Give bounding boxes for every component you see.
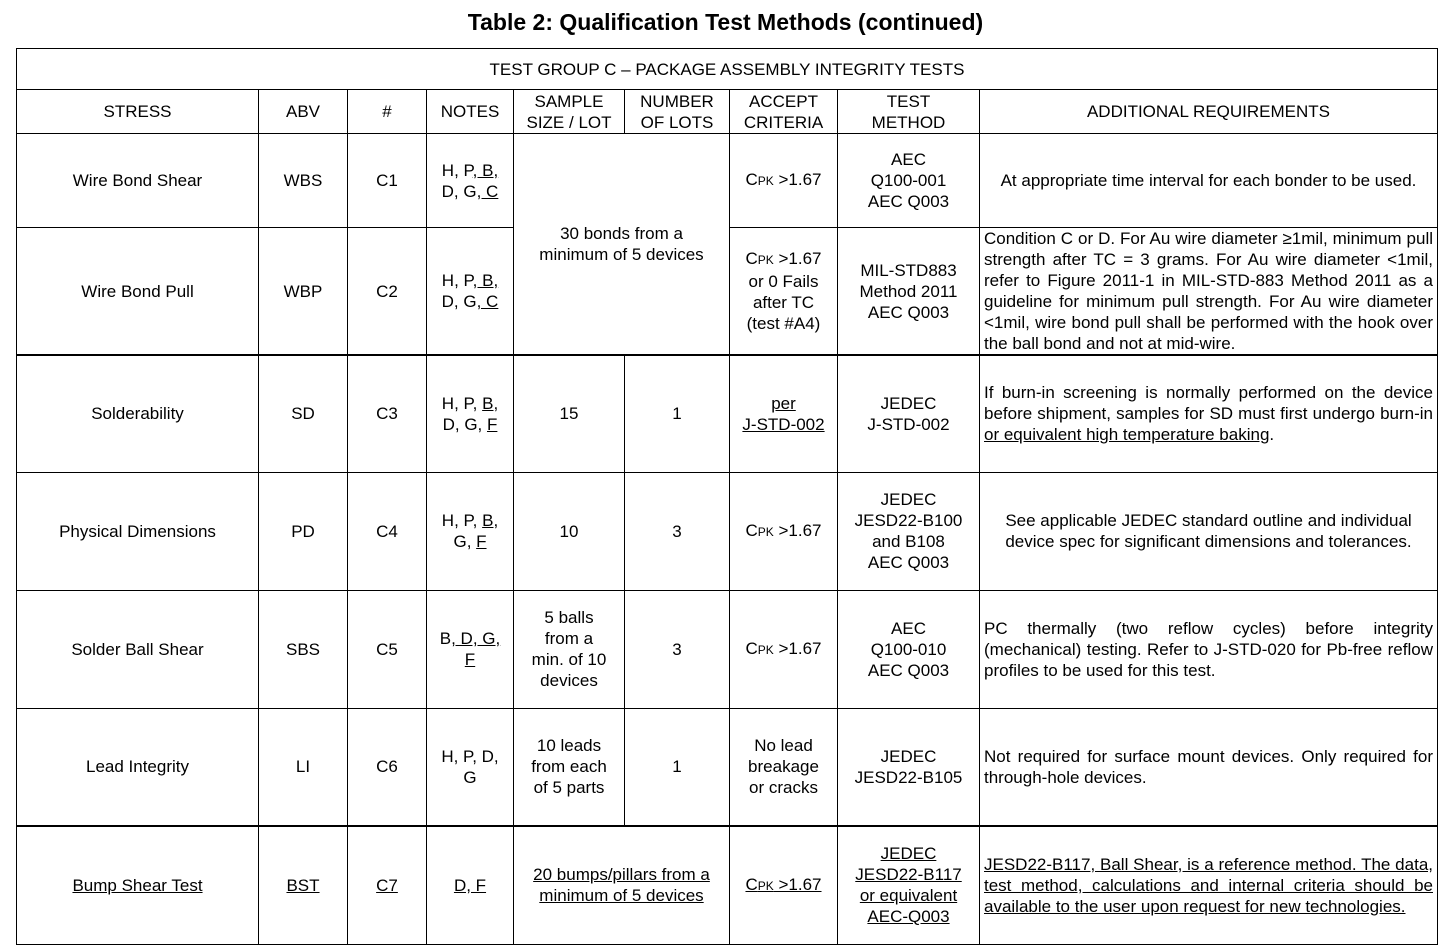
- table-caption: Table 2: Qualification Test Methods (continued): [467, 9, 984, 35]
- notes: H, P, B, D, G, F: [427, 355, 514, 472]
- additional-requirements: At appropriate time interval for each bonder to be used.: [980, 134, 1438, 228]
- notes: H, P, B, D, G, C: [427, 134, 514, 228]
- sample-size: 10 leads from each of 5 parts: [514, 708, 625, 826]
- additional-requirements: PC thermally (two reflow cycles) before integrity (mechanical) testing. Refer to J-STD-020 for Pb-free reflow profiles to be used for this test.: [980, 590, 1438, 708]
- test-method: JEDEC JESD22-B105: [838, 708, 980, 826]
- test-method: JEDEC JESD22-B100 and B108 AEC Q003: [838, 472, 980, 590]
- test-method: AEC Q100-001 AEC Q003: [838, 134, 980, 228]
- abbreviation: LI: [259, 708, 348, 826]
- test-number: C1: [348, 134, 427, 228]
- number-of-lots: 3: [625, 590, 730, 708]
- test-number: C2: [348, 228, 427, 356]
- abbreviation: BST: [259, 826, 348, 944]
- accept-criteria: CPK >1.67: [730, 134, 838, 228]
- stress-name: Physical Dimensions: [17, 472, 259, 590]
- header-test-method: TEST METHOD: [838, 90, 980, 134]
- additional-requirements: Not required for surface mount devices. Only required for through-hole devices.: [980, 708, 1438, 826]
- table-row: [17, 134, 1438, 228]
- notes: H, P, B, D, G, C: [427, 228, 514, 356]
- table-row: [17, 472, 1438, 590]
- header-additional-requirements: ADDITIONAL REQUIREMENTS: [980, 90, 1438, 134]
- qualification-test-table: [16, 48, 1438, 945]
- abbreviation: SBS: [259, 590, 348, 708]
- header-sample-size: SAMPLE SIZE / LOT: [514, 90, 625, 134]
- notes: B, D, G, F: [427, 590, 514, 708]
- header-accept-criteria: ACCEPT CRITERIA: [730, 90, 838, 134]
- accept-criteria: CPK >1.67 or 0 Fails after TC (test #A4): [730, 228, 838, 356]
- test-number: C6: [348, 708, 427, 826]
- table-row: [17, 590, 1438, 708]
- sample-size: 5 balls from a min. of 10 devices: [514, 590, 625, 708]
- number-of-lots: 1: [625, 355, 730, 472]
- abbreviation: PD: [259, 472, 348, 590]
- additional-requirements: JESD22-B117, Ball Shear, is a reference method. The data, test method, calculations and internal criteria should be available to the user upon request for new technologies.: [980, 826, 1438, 944]
- notes: D, F: [427, 826, 514, 944]
- test-method: JEDEC JESD22-B117 or equivalent AEC-Q003: [838, 826, 980, 944]
- accept-criteria: CPK >1.67: [730, 590, 838, 708]
- notes: H, P, D, G: [427, 708, 514, 826]
- number-of-lots: 3: [625, 472, 730, 590]
- header-stress: STRESS: [17, 90, 259, 134]
- abbreviation: WBP: [259, 228, 348, 356]
- test-method: AEC Q100-010 AEC Q003: [838, 590, 980, 708]
- table-row: [17, 826, 1438, 944]
- test-method: JEDEC J-STD-002: [838, 355, 980, 472]
- accept-criteria: CPK >1.67: [730, 826, 838, 944]
- stress-name: Solderability: [17, 355, 259, 472]
- table-row: [17, 708, 1438, 826]
- stress-name: Wire Bond Pull: [17, 228, 259, 356]
- test-number: C3: [348, 355, 427, 472]
- header-notes: NOTES: [427, 90, 514, 134]
- accept-criteria: per J-STD-002: [730, 355, 838, 472]
- additional-requirements: See applicable JEDEC standard outline and individual device spec for significant dimensions and tolerances.: [980, 472, 1438, 590]
- accept-criteria: No lead breakage or cracks: [730, 708, 838, 826]
- table-row: [17, 355, 1438, 472]
- sample-size: 20 bumps/pillars from a minimum of 5 devices: [514, 826, 730, 944]
- stress-name: Solder Ball Shear: [17, 590, 259, 708]
- test-number: C7: [348, 826, 427, 944]
- sample-size: 15: [514, 355, 625, 472]
- group-title: TEST GROUP C – PACKAGE ASSEMBLY INTEGRITY TESTS: [17, 49, 1438, 90]
- abbreviation: SD: [259, 355, 348, 472]
- test-number: C5: [348, 590, 427, 708]
- test-number: C4: [348, 472, 427, 590]
- notes: H, P, B, G, F: [427, 472, 514, 590]
- stress-name: Bump Shear Test: [17, 826, 259, 944]
- header-abv: ABV: [259, 90, 348, 134]
- sample-size: 10: [514, 472, 625, 590]
- stress-name: Wire Bond Shear: [17, 134, 259, 228]
- abbreviation: WBS: [259, 134, 348, 228]
- sample-size-shared: 30 bonds from a minimum of 5 devices: [514, 134, 730, 356]
- additional-requirements: Condition C or D. For Au wire diameter ≥1mil, minimum pull strength after TC = 3 grams. For Au wire diameter <1mil, refer to Figure 2011-1 in MIL-STD-883 Method 2011 as a guideline for minimum pull strength. For Au wire diameter <1mil, wire bond pull shall be performed with the hook over the ball bond and not at mid-wire.: [980, 228, 1438, 356]
- header-number: #: [348, 90, 427, 134]
- stress-name: Lead Integrity: [17, 708, 259, 826]
- number-of-lots: 1: [625, 708, 730, 826]
- test-method: MIL-STD883 Method 2011 AEC Q003: [838, 228, 980, 356]
- header-number-of-lots: NUMBER OF LOTS: [625, 90, 730, 134]
- accept-criteria: CPK >1.67: [730, 472, 838, 590]
- additional-requirements: If burn-in screening is normally performed on the device before shipment, samples for SD must first undergo burn-in or equivalent high temperature baking.: [980, 355, 1438, 472]
